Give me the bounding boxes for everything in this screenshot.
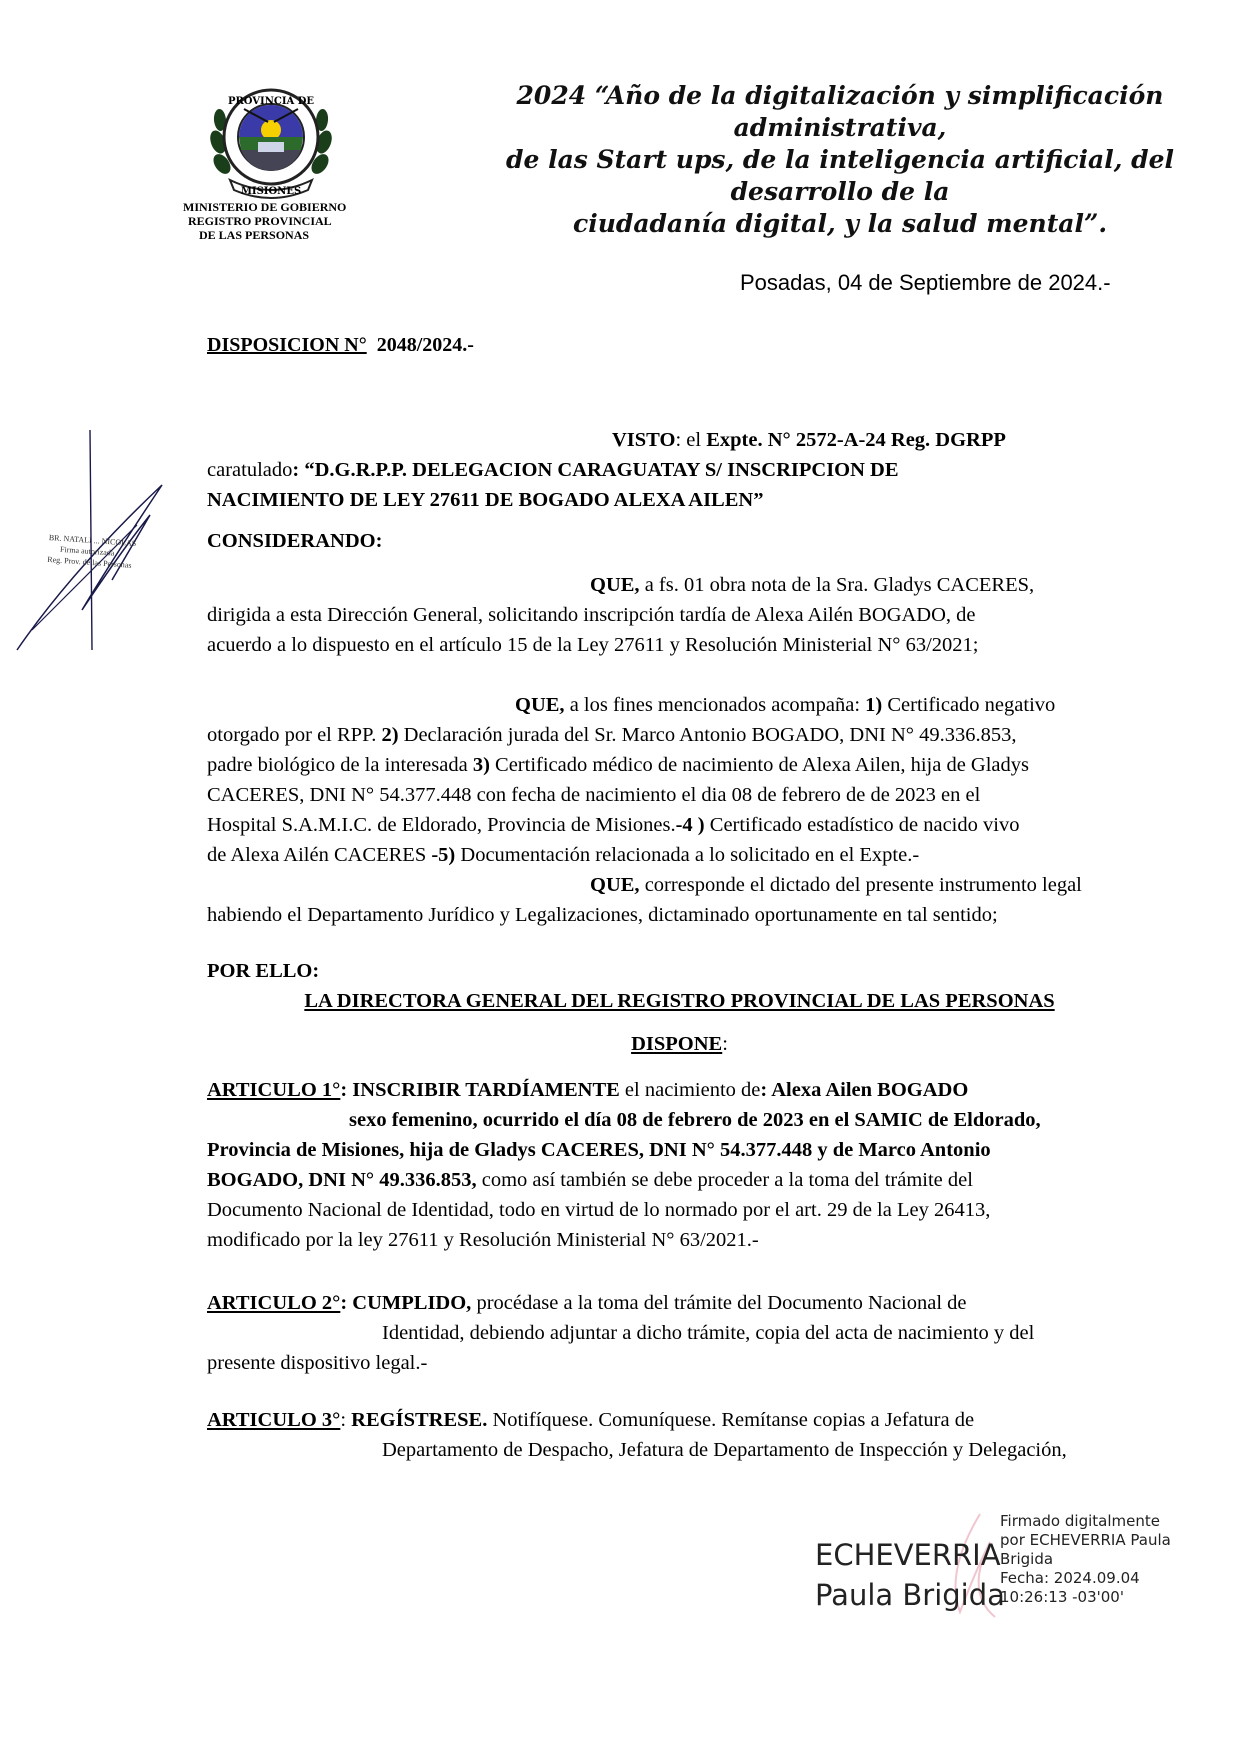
que-text: a los fines mencionados acompaña:: [564, 694, 866, 716]
directora-heading: LA DIRECTORA GENERAL DEL REGISTRO PROVINCIAL DE LAS PERSONAS: [304, 990, 1055, 1012]
motto-line: 2024 “Año de la digitalización y simplificación administrativa,: [516, 81, 1164, 142]
que-text: Certificado negativo: [882, 694, 1056, 716]
articulo-text: : CUMPLIDO,: [340, 1292, 472, 1314]
que-text: dirigida a esta Dirección General, solicitando inscripción tardía de Alexa Ailén BOGADO, de: [207, 604, 976, 626]
articulo-text: Notifíquese. Comuníquese. Remítanse copias a Jefatura de: [487, 1409, 975, 1431]
seal-text-bottom: MISIONES: [240, 186, 302, 197]
visto-text: : el: [675, 429, 707, 451]
item-number: 2): [381, 724, 399, 746]
initial-signature-label: [47, 532, 137, 571]
expediente-ref: Expte. N° 2572-A-24 Reg. DGRPP: [706, 429, 1006, 451]
que-text: Documentación relacionada a lo solicitado en el Expte.-: [455, 844, 920, 866]
item-number: 1): [865, 694, 883, 716]
signer-name-line: ECHEVERRIA: [815, 1538, 1001, 1572]
que-lead: QUE,: [515, 694, 565, 716]
que-text: acuerdo a lo dispuesto en el artículo 15 de la Ley 27611 y Resolución Ministerial N° 63/2021;: [207, 634, 979, 656]
que-text: Declaración jurada del Sr. Marco Antonio BOGADO, DNI N° 49.336.853,: [398, 724, 1017, 746]
digital-signature-info: [1000, 1512, 1171, 1607]
que-lead: QUE,: [590, 574, 640, 596]
dispone-label: DISPONE: [631, 1033, 723, 1055]
que-paragraph-3: [207, 870, 1152, 930]
articulo-text: : INSCRIBIR TARDÍAMENTE: [340, 1079, 620, 1101]
articulo-2: [207, 1288, 1152, 1378]
articulo-text: procédase a la toma del trámite del Documento Nacional de: [471, 1292, 967, 1314]
articulo-text: Documento Nacional de Identidad, todo en virtud de lo normado por el art. 29 de la Ley 26413,: [207, 1199, 991, 1221]
place-date: Posadas, 04 de Septiembre de 2024.-: [740, 270, 1111, 295]
year-motto: [505, 80, 1175, 240]
provincia-misiones-seal: [208, 82, 334, 200]
ministry-line: REGISTRO PROVINCIAL: [188, 214, 332, 228]
signer-name-line: Paula Brigida: [815, 1578, 1005, 1612]
que-text: otorgado por el RPP.: [207, 724, 382, 746]
articulo-3: [207, 1405, 1152, 1465]
caratulado-label: caratulado: [207, 459, 293, 481]
articulo-text: presente dispositivo legal.-: [207, 1352, 428, 1374]
initial-signature-label-line: Firma autorizada: [59, 544, 115, 558]
articulo-text: modificado por la ley 27611 y Resolución Ministerial N° 63/2021.-: [207, 1229, 759, 1251]
articulo-text: sexo femenino, ocurrido el día 08 de febrero de 2023 en el SAMIC de Eldorado,: [349, 1109, 1041, 1131]
que-text: de Alexa Ailén CACERES: [207, 844, 432, 866]
signature-info-line: por ECHEVERRIA Paula: [1000, 1531, 1171, 1549]
seal-text-top: PROVINCIA DE: [227, 96, 315, 107]
articulo-label: ARTICULO 2°: [207, 1292, 341, 1314]
articulo-text: : Alexa Ailen BOGADO: [760, 1079, 969, 1101]
disposicion-number: 2048/2024.-: [376, 334, 474, 356]
digital-signature-name: [815, 1535, 1005, 1615]
que-lead: QUE,: [590, 874, 640, 896]
motto-line: ciudadanía digital, y la salud mental”.: [572, 209, 1108, 238]
initial-signature-label-line: BR. NATALI ... NICOLAS: [48, 532, 137, 549]
articulo-1: [207, 1075, 1152, 1255]
initial-signature-label-line: Reg. Prov. de las Personas: [47, 554, 132, 570]
signature-info-line: Firmado digitalmente: [1000, 1512, 1160, 1530]
signature-info-line: Fecha: 2024.09.04: [1000, 1569, 1140, 1587]
articulo-text: Identidad, debiendo adjuntar a dicho trámite, copia del acta de nacimiento y del: [382, 1322, 1035, 1344]
item-number: -5): [431, 844, 456, 866]
articulo-text: Provincia de Misiones, hija de Gladys CACERES, DNI N° 54.377.448 y de Marco Antonio: [207, 1139, 991, 1161]
item-number: -4 ): [675, 814, 705, 836]
que-text: CACERES, DNI N° 54.377.448 con fecha de nacimiento el dia 08 de febrero de de 2023 en el: [207, 784, 981, 806]
caratula-text: : “D.G.R.P.P. DELEGACION CARAGUATAY S/ INSCRIPCION DE: [292, 459, 899, 481]
disposicion-label: DISPOSICION N°: [207, 334, 367, 356]
considerando-heading: CONSIDERANDO:: [207, 530, 383, 552]
articulo-text: como así también se debe proceder a la toma del trámite del: [476, 1169, 973, 1191]
ministry-line: DE LAS PERSONAS: [199, 228, 310, 242]
ministry-header: [183, 200, 373, 242]
articulo-text: :: [340, 1409, 352, 1431]
que-text: padre biológico de la interesada: [207, 754, 473, 776]
que-text: habiendo el Departamento Jurídico y Legalizaciones, dictaminado oportunamente en tal sentido;: [207, 904, 998, 926]
disposicion-title: [207, 334, 474, 357]
dispone-colon: :: [722, 1033, 728, 1055]
visto-section: [207, 425, 1152, 515]
articulo-text: Departamento de Despacho, Jefatura de Departamento de Inspección y Delegación,: [382, 1439, 1067, 1461]
que-paragraph-2: [207, 690, 1152, 870]
que-text: Hospital S.A.M.I.C. de Eldorado, Provincia de Misiones.: [207, 814, 676, 836]
que-text: Certificado estadístico de nacido vivo: [704, 814, 1020, 836]
articulo-label: ARTICULO 3°: [207, 1409, 341, 1431]
articulo-text: BOGADO, DNI N° 49.336.853,: [207, 1169, 477, 1191]
que-text: a fs. 01 obra nota de la Sra. Gladys CACERES,: [639, 574, 1035, 596]
articulo-text: REGÍSTRESE.: [351, 1409, 488, 1431]
dispone-heading: [207, 1033, 1152, 1056]
signature-info-line: Brigida: [1000, 1550, 1054, 1568]
articulo-text: el nacimiento de: [619, 1079, 761, 1101]
visto-label: VISTO: [612, 429, 676, 451]
que-paragraph-1: [207, 570, 1152, 660]
articulo-label: ARTICULO 1°: [207, 1079, 341, 1101]
ministry-line: MINISTERIO DE GOBIERNO: [183, 200, 347, 214]
item-number: 3): [472, 754, 490, 776]
por-ello-heading: POR ELLO:: [207, 960, 320, 982]
caratula-text: NACIMIENTO DE LEY 27611 DE BOGADO ALEXA AILEN”: [207, 489, 764, 511]
que-text: Certificado médico de nacimiento de Alexa Ailen, hija de Gladys: [489, 754, 1030, 776]
motto-line: de las Start ups, de la inteligencia artificial, del desarrollo de la: [505, 145, 1175, 206]
que-text: corresponde el dictado del presente instrumento legal: [639, 874, 1082, 896]
signature-info-line: 10:26:13 -03'00': [1000, 1588, 1124, 1606]
